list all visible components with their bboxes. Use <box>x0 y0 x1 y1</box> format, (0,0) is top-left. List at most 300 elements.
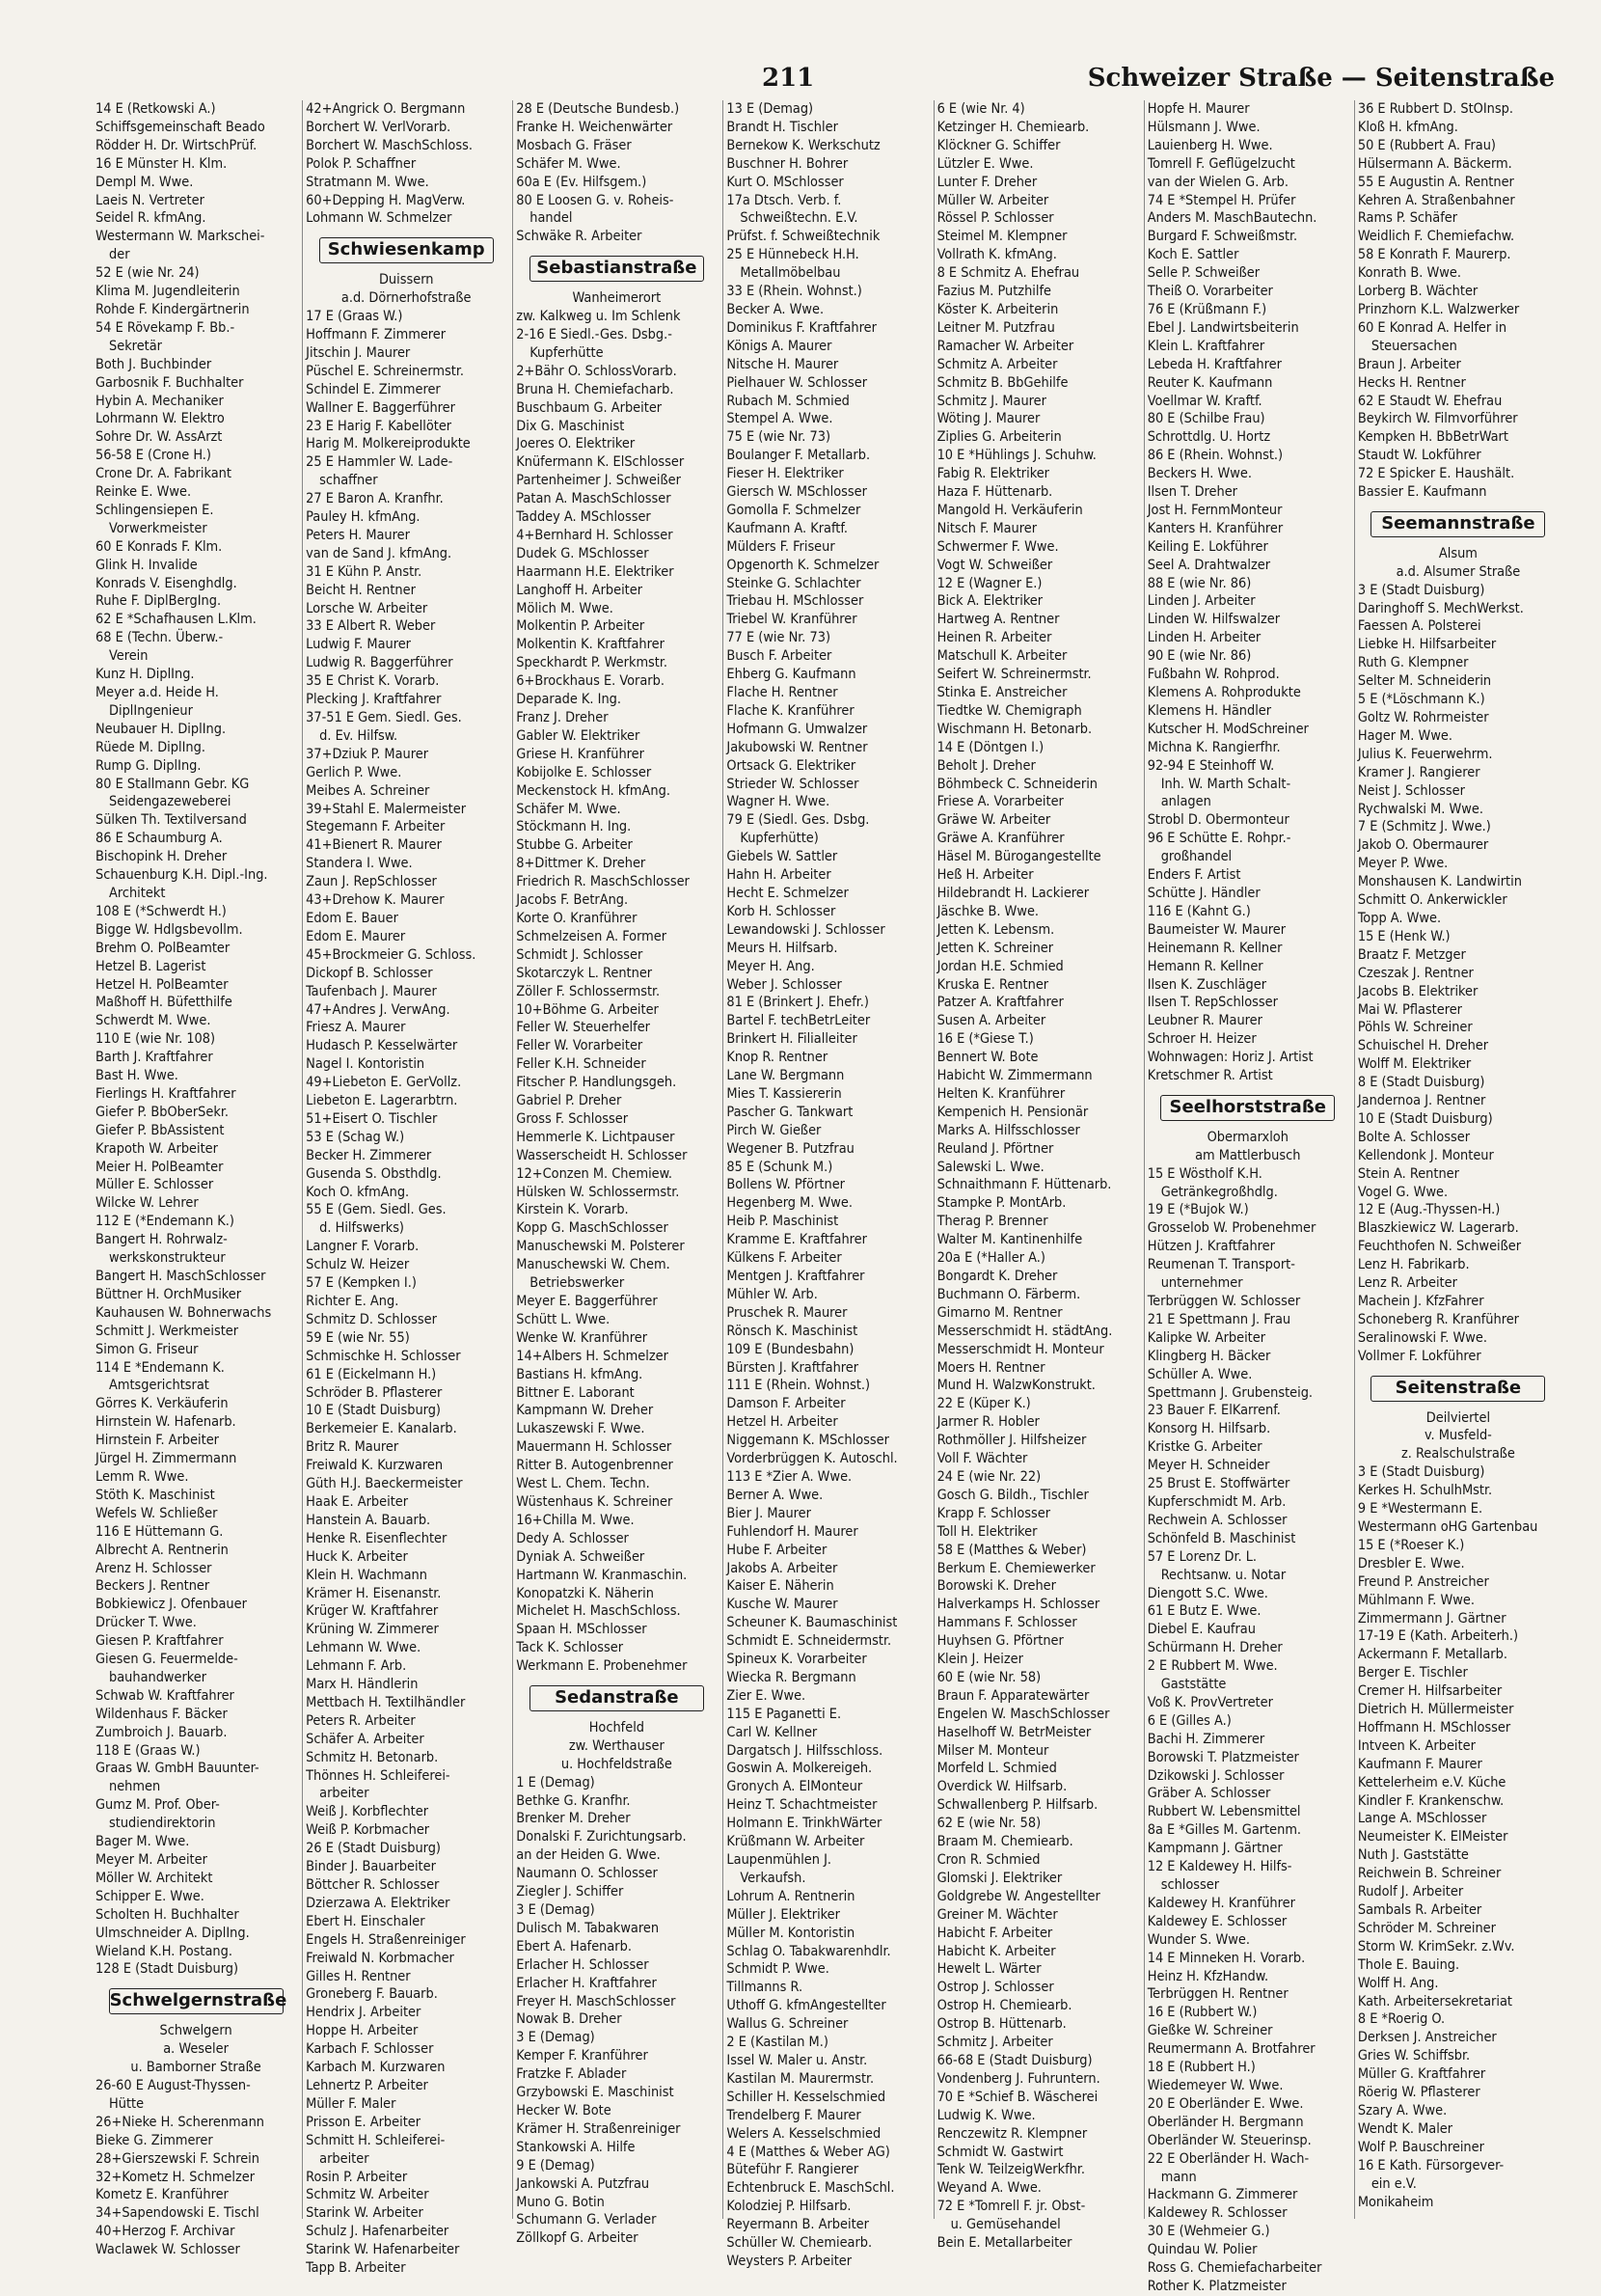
directory-entry: Schmelzeisen A. Former <box>516 928 667 944</box>
directory-entry: 128 E (Stadt Duisburg) <box>95 1961 239 1978</box>
directory-entry: schlosser <box>1160 1877 1220 1893</box>
directory-entry: 17 E (Graas W.) <box>306 309 403 325</box>
directory-entry: Michna K. Rangierfhr. <box>1147 739 1281 755</box>
directory-entry: Kaiser E. Näherin <box>726 1578 834 1595</box>
directory-entry: Friedrich R. MaschSchlosser <box>516 874 690 890</box>
directory-entry: Moers H. Rentner <box>936 1359 1045 1376</box>
directory-entry: Franke H. Weichenwärter <box>516 119 673 135</box>
directory-entry: Sekretär <box>109 338 162 354</box>
directory-entry: Ostrop B. Hüttenarb. <box>936 2016 1067 2033</box>
directory-entry: Ramacher W. Arbeiter <box>936 338 1074 354</box>
directory-entry: Lewandowski J. Schlosser <box>726 921 885 938</box>
directory-entry: Tiedtke W. Chemigraph <box>936 702 1082 719</box>
directory-entry: Konrath B. Wwe. <box>1357 265 1461 282</box>
directory-entry: Vorderbrüggen K. Autoschl. <box>726 1451 898 1467</box>
directory-entry: Heß H. Arbeiter <box>936 867 1034 884</box>
directory-entry: Nowak B. Dreher <box>516 2011 622 2028</box>
directory-entry: Szary A. Wwe. <box>1357 2102 1448 2118</box>
directory-entry: Scholten H. Buchhalter <box>95 1906 239 1923</box>
directory-entry: Ilsen T. RepSchlosser <box>1147 995 1278 1011</box>
directory-entry: 10 E *Hühlings J. Schuhw. <box>936 448 1097 464</box>
directory-entry: Kauhausen W. Bohnerwachs <box>95 1304 272 1321</box>
directory-entry: Nagel I. Kontoristin <box>306 1056 425 1073</box>
directory-entry: Korb H. Schlosser <box>726 903 836 919</box>
directory-entry: Bethke G. Kranfhr. <box>516 1792 631 1809</box>
directory-entry: Blaszkiewicz W. Lagerarb. <box>1357 1220 1519 1237</box>
directory-entry: großhandel <box>1160 849 1233 865</box>
directory-entry: Diengott S.C. Wwe. <box>1147 1585 1268 1601</box>
directory-entry: Kretschmer R. Artist <box>1147 1068 1273 1084</box>
directory-entry: Krapp F. Schlosser <box>936 1505 1051 1521</box>
directory-entry: Rubbert W. Lebensmittel <box>1147 1804 1301 1820</box>
directory-entry: Laupenmühlen J. <box>726 1852 832 1868</box>
directory-entry: 2-16 E Siedl.-Ges. Dsbg.- <box>516 326 672 342</box>
directory-entry: Hetzel B. Lagerist <box>95 958 206 974</box>
directory-entry: Binder J. Bauarbeiter <box>306 1859 436 1875</box>
directory-entry: Pauley H. kfmAng. <box>306 509 421 526</box>
directory-entry: Lane W. Bergmann <box>726 1068 845 1084</box>
directory-entry: Opgenorth K. Schmelzer <box>726 557 880 573</box>
directory-entry: 8+Dittmer K. Dreher <box>516 856 646 872</box>
directory-entry: Hahn H. Arbeiter <box>726 867 831 884</box>
directory-entry: Reuland J. Pförtner <box>936 1140 1054 1157</box>
directory-entry: Kaldewey E. Schlosser <box>1147 1913 1288 1929</box>
directory-entry: Mangold H. Verkäuferin <box>936 502 1083 518</box>
directory-entry: Hülsermann A. Bäckerm. <box>1357 155 1512 172</box>
directory-entry: Schröder M. Schreiner <box>1357 1920 1496 1936</box>
directory-entry: Püschel E. Schreinermstr. <box>306 363 464 379</box>
directory-entry: Hammans F. Schlosser <box>936 1615 1077 1631</box>
directory-entry: Rohde F. Kindergärtnerin <box>95 301 250 317</box>
directory-entry: Schmitz D. Schlosser <box>306 1311 437 1327</box>
directory-column <box>512 100 717 2247</box>
directory-entry: Lebeda H. Kraftfahrer <box>1147 356 1282 372</box>
directory-entry: Kempken H. BbBetrWart <box>1357 429 1508 446</box>
directory-entry: zw. Kalkweg u. Im Schlenk <box>516 309 681 325</box>
directory-entry: 4 E (Matthes & Weber AG) <box>726 2144 890 2160</box>
directory-entry: Storm W. KrimSekr. z.Wv. <box>1357 1938 1515 1954</box>
directory-entry: Deparade K. Ing. <box>516 692 621 708</box>
directory-entry: 2+Bähr O. SchlossVorarb. <box>516 363 677 379</box>
directory-entry: Konrads V. Eisenghdlg. <box>95 575 237 591</box>
directory-entry: Gaststätte <box>1160 1677 1227 1693</box>
directory-entry: Schüller A. Wwe. <box>1147 1366 1253 1382</box>
directory-entry: Lehmann W. Wwe. <box>306 1640 421 1656</box>
directory-entry: Glomski J. Elektriker <box>936 1870 1063 1886</box>
directory-entry: Hecks H. Rentner <box>1357 374 1466 391</box>
directory-entry: Franz J. Dreher <box>516 710 609 725</box>
directory-entry: 62 E *Schafhausen L.Klm. <box>95 612 257 628</box>
directory-entry: werkskonstrukteur <box>109 1250 226 1267</box>
directory-entry: 60 E (wie Nr. 58) <box>936 1669 1042 1685</box>
directory-entry: Taddey A. MSchlosser <box>516 509 651 526</box>
directory-entry: Thole E. Bauing. <box>1357 1956 1460 1973</box>
directory-entry: Bier J. Maurer <box>726 1505 811 1521</box>
directory-entry: Gräwe A. Kranführer <box>936 831 1065 847</box>
directory-entry: Schmitz J. Arbeiter <box>936 2035 1053 2051</box>
directory-entry: 3 E (Demag) <box>516 2030 595 2046</box>
directory-entry: Lange A. MSchlosser <box>1357 1811 1487 1827</box>
directory-entry: 68 E (Techn. Überw.- <box>95 630 224 646</box>
directory-entry: 26+Nieke H. Scherenmann <box>95 2114 264 2130</box>
directory-entry: 13 E (Demag) <box>726 101 814 117</box>
directory-entry: 15 E Wöstholf K.H. <box>1147 1165 1262 1182</box>
directory-entry: Erlacher H. Kraftfahrer <box>516 1975 657 1991</box>
directory-entry: Hofmann G. Umwalzer <box>726 721 868 737</box>
directory-entry: Ostrop J. Schlosser <box>936 1980 1054 1996</box>
directory-entry: Linden J. Arbeiter <box>1147 593 1256 610</box>
directory-entry: 37+Dziuk P. Maurer <box>306 746 429 762</box>
directory-entry: Feller W. Vorarbeiter <box>516 1038 643 1054</box>
directory-entry: Klemens A. Rohprodukte <box>1147 685 1301 700</box>
directory-entry: Staudt W. Lokführer <box>1357 448 1481 464</box>
directory-entry: Vogt W. Schweißer <box>936 557 1053 573</box>
directory-entry: Krüßmann W. Arbeiter <box>726 1834 865 1850</box>
directory-entry: Jandernoa J. Rentner <box>1357 1093 1486 1109</box>
directory-entry: Hoppe H. Arbeiter <box>306 2023 419 2039</box>
directory-entry: Lunter F. Dreher <box>936 174 1038 190</box>
directory-entry: Mentgen J. Kraftfahrer <box>726 1269 865 1284</box>
directory-entry: 16 E Kath. Fürsorgever- <box>1357 2157 1505 2173</box>
street-heading: Sebastianstraße <box>529 256 704 282</box>
directory-entry: Zumbroich J. Bauarb. <box>95 1724 228 1740</box>
directory-entry: Wischmann H. Betonarb. <box>936 721 1093 737</box>
directory-entry: 70 E *Schief B. Wäscherei <box>936 2089 1099 2105</box>
directory-entry: Kupferhütte <box>529 344 604 361</box>
directory-entry: 86 E (Rhein. Wohnst.) <box>1147 448 1284 464</box>
directory-entry: Vollrath K. kfmAng. <box>936 247 1057 263</box>
directory-entry: Mai W. Pflasterer <box>1357 1001 1463 1018</box>
directory-entry: Manuschewski W. Chem. <box>516 1257 670 1273</box>
directory-entry: Hewelt L. Wärter <box>936 1961 1042 1978</box>
directory-entry: Hirnstein W. Hafenarb. <box>95 1414 236 1431</box>
directory-entry: Kampmann W. Dreher <box>516 1403 654 1419</box>
directory-entry: Klein H. Wachmann <box>306 1567 427 1583</box>
directory-entry: Stinka E. Anstreicher <box>936 685 1068 700</box>
directory-entry: Westermann W. Markschei- <box>95 229 265 245</box>
directory-entry: 9 E *Westermann E. <box>1357 1501 1483 1517</box>
directory-entry: Lorberg B. Wächter <box>1357 284 1479 300</box>
directory-entry: Langhoff H. Arbeiter <box>516 582 643 598</box>
directory-entry: Görres K. Verkäuferin <box>95 1396 229 1412</box>
directory-entry: Halverkamps H. Schlosser <box>936 1597 1100 1613</box>
directory-entry: Fabig R. Elektriker <box>936 466 1049 482</box>
directory-entry: Mölich M. Wwe. <box>516 600 613 616</box>
directory-entry: Rubach M. Schmied <box>726 393 850 409</box>
directory-entry: Beholt J. Dreher <box>936 757 1036 774</box>
directory-entry: arbeiter <box>319 1786 369 1802</box>
directory-entry: Zöller F. Schlossermstr. <box>516 983 661 999</box>
directory-entry: ein e.V. <box>1370 2175 1417 2192</box>
directory-entry: Brenker M. Dreher <box>516 1811 631 1827</box>
directory-entry: Steimel M. Klempner <box>936 229 1068 245</box>
directory-entry: Kolodziej P. Hilfsarb. <box>726 2199 852 2215</box>
directory-entry: Waclawek W. Schlosser <box>95 2242 240 2258</box>
directory-entry: Konopatzki K. Näherin <box>516 1585 654 1601</box>
directory-entry: Seidel R. kfmAng. <box>95 210 206 227</box>
directory-entry: Gabler W. Elektriker <box>516 727 640 744</box>
directory-entry: 28 E (Deutsche Bundesb.) <box>516 101 680 117</box>
directory-entry: Strieder W. Schlosser <box>726 776 859 792</box>
directory-entry: Gomolla F. Schmelzer <box>726 502 861 518</box>
directory-entry: Wolff M. Elektriker <box>1357 1056 1472 1073</box>
directory-entry: Faessen A. Polsterei <box>1357 618 1481 635</box>
directory-entry: Meyer E. Baggerführer <box>516 1294 658 1309</box>
directory-entry: Häsel M. Bürogangestellte <box>936 849 1101 865</box>
directory-entry: Reuter K. Kaufmann <box>1147 374 1273 391</box>
directory-entry: Mühler W. Arb. <box>726 1286 818 1302</box>
directory-entry: Jankowski A. Putzfrau <box>516 2175 650 2192</box>
street-heading: Seemannstraße <box>1370 511 1545 537</box>
directory-entry: Seidengazeweberei <box>109 794 231 810</box>
directory-entry: nehmen <box>109 1779 161 1795</box>
directory-entry: Schweißtechn. E.V. <box>740 210 858 227</box>
directory-entry: Reichwein B. Schreiner <box>1357 1866 1502 1882</box>
directory-entry: Goltz W. Rohrmeister <box>1357 710 1489 725</box>
directory-entry: van der Wielen G. Arb. <box>1147 174 1289 190</box>
directory-entry: Sambals R. Arbeiter <box>1357 1902 1482 1918</box>
directory-entry: Karbach F. Schlosser <box>306 2041 434 2058</box>
directory-entry: Morfeld L. Schmied <box>936 1761 1057 1777</box>
directory-entry: Dargatsch J. Hilfsschloss. <box>726 1742 883 1759</box>
directory-entry: Ruhe F. DiplBergIng. <box>95 593 222 610</box>
directory-entry: Gumz M. Prof. Ober- <box>95 1797 220 1814</box>
directory-entry: Matschull K. Arbeiter <box>936 648 1068 665</box>
directory-entry: Fierlings H. Kraftfahrer <box>95 1085 236 1102</box>
directory-entry: 43+Drehow K. Maurer <box>306 892 445 909</box>
directory-entry: Klingberg H. Bäcker <box>1147 1348 1271 1364</box>
directory-entry: 16 E Münster H. Klm. <box>95 155 228 172</box>
directory-entry: Naumann O. Schlosser <box>516 1866 658 1882</box>
directory-entry: 55 E Augustin A. Rentner <box>1357 174 1514 190</box>
directory-entry: Mies T. Kassiererin <box>726 1085 842 1102</box>
directory-entry: 49+Liebeton E. GerVollz. <box>306 1075 462 1091</box>
directory-entry: Dulisch M. Tabakwaren <box>516 1920 660 1936</box>
directory-entry: Giebels W. Sattler <box>726 849 838 865</box>
directory-entry: Tillmanns R. <box>726 1980 803 1996</box>
directory-entry: Stankowski A. Hilfe <box>516 2139 636 2155</box>
directory-entry: Nuth J. Gaststätte <box>1357 1847 1469 1864</box>
directory-entry: Zimmermann J. Gärtner <box>1357 1610 1506 1626</box>
directory-entry: Habicht F. Arbeiter <box>936 1925 1053 1941</box>
directory-entry: Müller W. Arbeiter <box>936 192 1049 208</box>
directory-entry: Karbach M. Kurzwaren <box>306 2060 446 2076</box>
directory-entry: Rump G. DiplIng. <box>95 757 202 774</box>
directory-entry: Berner A. Wwe. <box>726 1487 824 1503</box>
directory-entry: Lorsche W. Arbeiter <box>306 600 428 616</box>
directory-entry: Braatz F. Metzger <box>1357 946 1466 963</box>
directory-entry: Prinzhorn K.L. Walzwerker <box>1357 301 1520 317</box>
directory-entry: Obermarxloh <box>1207 1129 1289 1145</box>
directory-entry: Kometz E. Kranführer <box>95 2187 229 2203</box>
directory-entry: Oberländer W. Steuerinsp. <box>1147 2132 1312 2148</box>
directory-entry: Hülsken W. Schlossermstr. <box>516 1184 680 1200</box>
directory-entry: Schwermer F. Wwe. <box>936 538 1059 555</box>
directory-entry: Habicht K. Arbeiter <box>936 1943 1056 1959</box>
directory-entry: Schwerdt M. Wwe. <box>95 1013 211 1029</box>
directory-entry: Meurs H. Hilfsarb. <box>726 940 838 956</box>
street-heading: Seelhorststraße <box>1160 1095 1335 1121</box>
directory-entry: Jitschin J. Maurer <box>306 344 411 361</box>
directory-entry: Schulz W. Heizer <box>306 1257 410 1273</box>
directory-entry: u. Bamborner Straße <box>130 2060 261 2076</box>
directory-entry: Terbrüggen W. Schlosser <box>1147 1294 1301 1309</box>
directory-entry: Michelet H. MaschSchloss. <box>516 1603 681 1620</box>
directory-entry: 60+Depping H. MagVerw. <box>306 192 466 208</box>
directory-entry: Wolff H. Ang. <box>1357 1975 1439 1991</box>
directory-entry: Kramer J. Rangierer <box>1357 764 1480 780</box>
directory-entry: Hildebrandt H. Lackierer <box>936 885 1090 901</box>
directory-entry: Müller F. Maler <box>306 2095 396 2112</box>
directory-entry: Gerlich P. Wwe. <box>306 764 402 780</box>
directory-entry: Meyer H. Schneider <box>1147 1458 1270 1474</box>
directory-entry: 34+Sapendowski E. Tischl <box>95 2205 259 2222</box>
directory-entry: Lützler E. Wwe. <box>936 155 1034 172</box>
directory-entry: Dzikowski J. Schlosser <box>1147 1767 1285 1784</box>
directory-entry: 37-51 E Gem. Siedl. Ges. <box>306 710 462 725</box>
directory-entry: Giersch W. MSchlosser <box>726 484 867 501</box>
directory-entry: Gosch G. Bildh., Tischler <box>936 1487 1089 1503</box>
directory-entry: schaffner <box>319 473 378 489</box>
directory-entry: Dominikus F. Kraftfahrer <box>726 319 877 336</box>
directory-entry: Schwäke R. Arbeiter <box>516 229 642 245</box>
directory-entry: Becker H. Zimmerer <box>306 1147 432 1163</box>
directory-entry: 20 E Oberländer E. Wwe. <box>1147 2095 1304 2112</box>
directory-entry: Jetten K. Schreiner <box>936 940 1054 956</box>
directory-entry: Ulmschneider A. DiplIng. <box>95 1925 250 1941</box>
directory-entry: 28+Gierszewski F. Schrein <box>95 2150 259 2167</box>
directory-entry: Kath. Arbeitersekretariat <box>1357 1993 1512 2009</box>
directory-entry: 2 E Rubbert M. Wwe. <box>1147 1658 1278 1675</box>
directory-entry: Wüstenhaus K. Schreiner <box>516 1493 673 1510</box>
directory-entry: Walter M. Kantinenhilfe <box>936 1232 1083 1248</box>
directory-entry: Bolte A. Schlosser <box>1357 1129 1471 1145</box>
directory-entry: 79 E (Siedl. Ges. Dsbg. <box>726 812 870 829</box>
directory-entry: Schroer H. Heizer <box>1147 1031 1257 1048</box>
directory-entry: Schmidt P. Wwe. <box>726 1961 829 1978</box>
directory-entry: 33 E (Rhein. Wohnst.) <box>726 284 862 300</box>
directory-entry: Helten K. Kranführer <box>936 1085 1066 1102</box>
directory-entry: Milser M. Monteur <box>936 1742 1049 1759</box>
directory-entry: Hecker W. Bote <box>516 2102 611 2118</box>
directory-entry: 88 E (wie Nr. 86) <box>1147 575 1252 591</box>
directory-entry: Heinemann R. Kellner <box>1147 940 1283 956</box>
directory-entry: Schmitt H. Schleiferei- <box>306 2132 446 2148</box>
directory-entry: DiplIngenieur <box>109 702 193 719</box>
directory-entry: Braam M. Chemiearb. <box>936 1834 1073 1850</box>
directory-entry: 24 E (wie Nr. 22) <box>936 1468 1042 1485</box>
directory-entry: Freyer H. MaschSchlosser <box>516 1993 676 2009</box>
directory-entry: Giefer P. BbAssistent <box>95 1122 225 1138</box>
directory-entry: 40+Herzog F. Archivar <box>95 2224 235 2240</box>
directory-entry: Tack K. Schlosser <box>516 1640 624 1656</box>
directory-entry: Gries W. Schiffsbr. <box>1357 2048 1471 2064</box>
directory-entry: u. Hochfeldstraße <box>560 1756 672 1772</box>
directory-entry: Brehm O. PolBeamter <box>95 940 231 956</box>
directory-entry: Jakubowski W. Rentner <box>726 739 868 755</box>
directory-entry: Spettmann J. Grubensteig. <box>1147 1384 1314 1401</box>
directory-entry: Hütte <box>109 2095 145 2112</box>
directory-entry: Schäfer M. Wwe. <box>516 155 621 172</box>
directory-entry: Bollens W. Pförtner <box>726 1177 845 1193</box>
directory-entry: Hackmann G. Zimmerer <box>1147 2187 1298 2203</box>
directory-entry: Böttcher R. Schlosser <box>306 1877 440 1893</box>
directory-entry: Seel A. Drahtwalzer <box>1147 557 1271 573</box>
directory-entry: 86 E Schaumburg A. <box>95 831 223 847</box>
directory-entry: Klein L. Kraftfahrer <box>1147 338 1265 354</box>
directory-entry: 72 E *Tomrell F. jr. Obst- <box>936 2199 1086 2215</box>
directory-entry: Kutscher H. ModSchreiner <box>1147 721 1309 737</box>
directory-entry: Bangert H. Rohrwalz- <box>95 1232 228 1248</box>
directory-entry: 3 E (Stadt Duisburg) <box>1357 1464 1485 1481</box>
page-number: 211 <box>762 64 815 93</box>
directory-entry: Hoffmann F. Zimmerer <box>306 326 447 342</box>
directory-entry: Prüfst. f. Schweißtechnik <box>726 229 881 245</box>
directory-entry: Anders M. MaschBautechn. <box>1147 210 1317 227</box>
directory-entry: Heinen R. Arbeiter <box>936 630 1052 646</box>
directory-entry: Susen A. Arbeiter <box>936 1013 1046 1029</box>
directory-entry: Diebel E. Kaufrau <box>1147 1622 1256 1638</box>
directory-entry: anlagen <box>1160 794 1211 810</box>
directory-entry: Schindel E. Zimmerer <box>306 381 441 397</box>
street-heading: Schwelgernstraße <box>109 1988 284 2014</box>
directory-entry: Groneberg F. Bauarb. <box>306 1986 438 2003</box>
directory-entry: Pruschek R. Maurer <box>726 1304 848 1321</box>
directory-entry: Krapoth W. Arbeiter <box>95 1140 218 1157</box>
directory-entry: 56-58 E (Crone H.) <box>95 448 211 464</box>
directory-entry: Welers A. Kesselschmied <box>726 2125 882 2142</box>
directory-entry: Goldgrebe W. Angestellter <box>936 1888 1100 1904</box>
directory-entry: Czeszak J. Rentner <box>1357 965 1474 981</box>
directory-entry: d. Hilfswerks) <box>319 1220 404 1237</box>
directory-entry: Stöckmann H. Ing. <box>516 819 632 835</box>
directory-entry: Dresbler E. Wwe. <box>1357 1555 1465 1572</box>
street-heading: Seitenstraße <box>1370 1376 1545 1402</box>
directory-entry: 108 E (*Schwerdt H.) <box>95 903 227 919</box>
directory-entry: Ludwig F. Maurer <box>306 637 412 653</box>
directory-entry: Molkentin P. Arbeiter <box>516 618 645 635</box>
directory-entry: arbeiter <box>319 2150 369 2167</box>
directory-entry: Hartweg A. Rentner <box>936 612 1060 628</box>
directory-entry: Huck K. Arbeiter <box>306 1548 408 1565</box>
directory-entry: Jacobs F. BetrAng. <box>516 892 629 909</box>
directory-entry: 6 E (Gilles A.) <box>1147 1712 1232 1729</box>
directory-entry: Klemens H. Händler <box>1147 702 1272 719</box>
directory-entry: Konsorg H. Hilfsarb. <box>1147 1421 1271 1437</box>
directory-entry: Neist J. Schlosser <box>1357 782 1465 799</box>
directory-entry: Linden H. Arbeiter <box>1147 630 1262 646</box>
directory-entry: Lohrum A. Rentnerin <box>726 1888 855 1904</box>
directory-entry: 110 E (wie Nr. 108) <box>95 1031 216 1048</box>
directory-entry: Koch O. kfmAng. <box>306 1184 410 1200</box>
directory-entry: Pirch W. Gießer <box>726 1122 822 1138</box>
directory-entry: Kaufmann A. Kraftf. <box>726 520 848 536</box>
directory-entry: Cron R. Schmied <box>936 1852 1041 1868</box>
directory-entry: Neubauer H. DiplIng. <box>95 721 227 737</box>
directory-entry: 22 E (Küper K.) <box>936 1396 1031 1412</box>
directory-entry: 14+Albers H. Schmelzer <box>516 1348 668 1364</box>
directory-entry: Meyer H. Ang. <box>726 958 815 974</box>
directory-entry: Kunz H. DiplIng. <box>95 667 195 683</box>
directory-entry: 60 E Konrad A. Helfer in <box>1357 319 1507 336</box>
directory-column <box>1144 100 1348 2294</box>
directory-entry: Taufenbach J. Maurer <box>306 983 437 999</box>
directory-entry: 36 E Rubbert D. StOInsp. <box>1357 101 1513 117</box>
directory-entry: Hülsmann J. Wwe. <box>1147 119 1261 135</box>
directory-entry: Pöhls W. Schreiner <box>1357 1020 1473 1036</box>
directory-entry: Metallmöbelbau <box>740 265 841 282</box>
directory-entry: 15 E (*Roeser K.) <box>1357 1537 1465 1553</box>
